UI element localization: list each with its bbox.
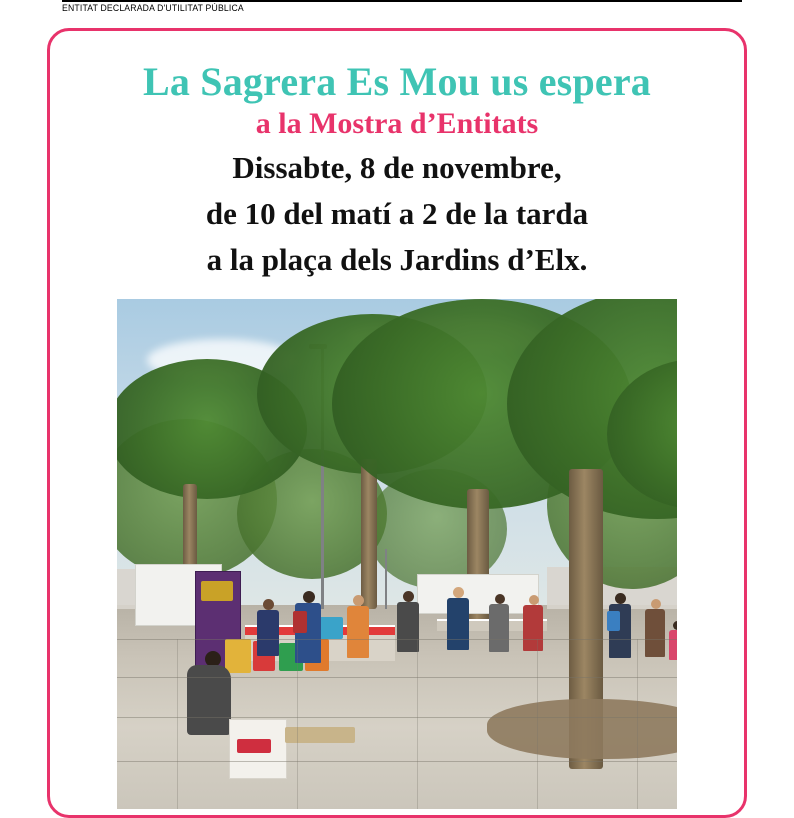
photo-illustration: [117, 299, 677, 809]
person-foreground: [187, 665, 231, 735]
person-head: [403, 591, 414, 602]
banner-logo: [201, 581, 233, 601]
pavement-line: [117, 717, 677, 718]
bag-logo: [237, 739, 271, 753]
event-location-line: a la plaça dels Jardins d’Elx.: [206, 242, 588, 277]
poster-subtitle: a la Mostra d’Entitats: [255, 107, 539, 140]
person-head: [529, 595, 539, 605]
person: [489, 604, 509, 652]
poster-photo: [117, 299, 677, 809]
person-child: [669, 630, 677, 660]
person: [257, 610, 279, 656]
person-head: [263, 599, 274, 610]
backpack: [607, 611, 620, 631]
lamppost: [385, 549, 387, 609]
pavement-line: [637, 639, 638, 809]
person: [447, 598, 469, 650]
document-header: [0, 0, 794, 16]
person-head: [303, 591, 315, 603]
pavement-line: [117, 639, 677, 640]
pavement-line: [117, 677, 677, 678]
person: [523, 605, 543, 651]
pavement-line: [177, 639, 178, 809]
person-head-child: [673, 621, 677, 630]
backpack: [293, 611, 307, 633]
poster-content: [47, 28, 747, 800]
header-rule: [62, 0, 742, 2]
person: [397, 602, 419, 652]
person-head: [495, 594, 505, 604]
event-date-line-1: Dissabte, 8 de novembre,: [232, 150, 562, 185]
stall-goods: [225, 639, 251, 673]
pavement-line: [117, 761, 677, 762]
page-title: La Sagrera Es Mou us espera: [143, 59, 651, 104]
pavement-line: [537, 639, 538, 809]
cardboard-box: [285, 727, 355, 743]
market-tent: [417, 574, 539, 614]
person-head: [651, 599, 661, 609]
person: [645, 609, 665, 657]
person-head: [453, 587, 464, 598]
person: [347, 606, 369, 658]
person-head: [615, 593, 626, 604]
legal-notice-text: ENTITAT DECLARADA D'UTILITAT PÚBLICA: [62, 3, 244, 13]
pavement-line: [297, 639, 298, 809]
event-time-line: de 10 del matí a 2 de la tarda: [205, 196, 589, 231]
person-head: [353, 595, 364, 606]
palm-trunk: [361, 459, 377, 609]
pavement-line: [417, 639, 418, 809]
